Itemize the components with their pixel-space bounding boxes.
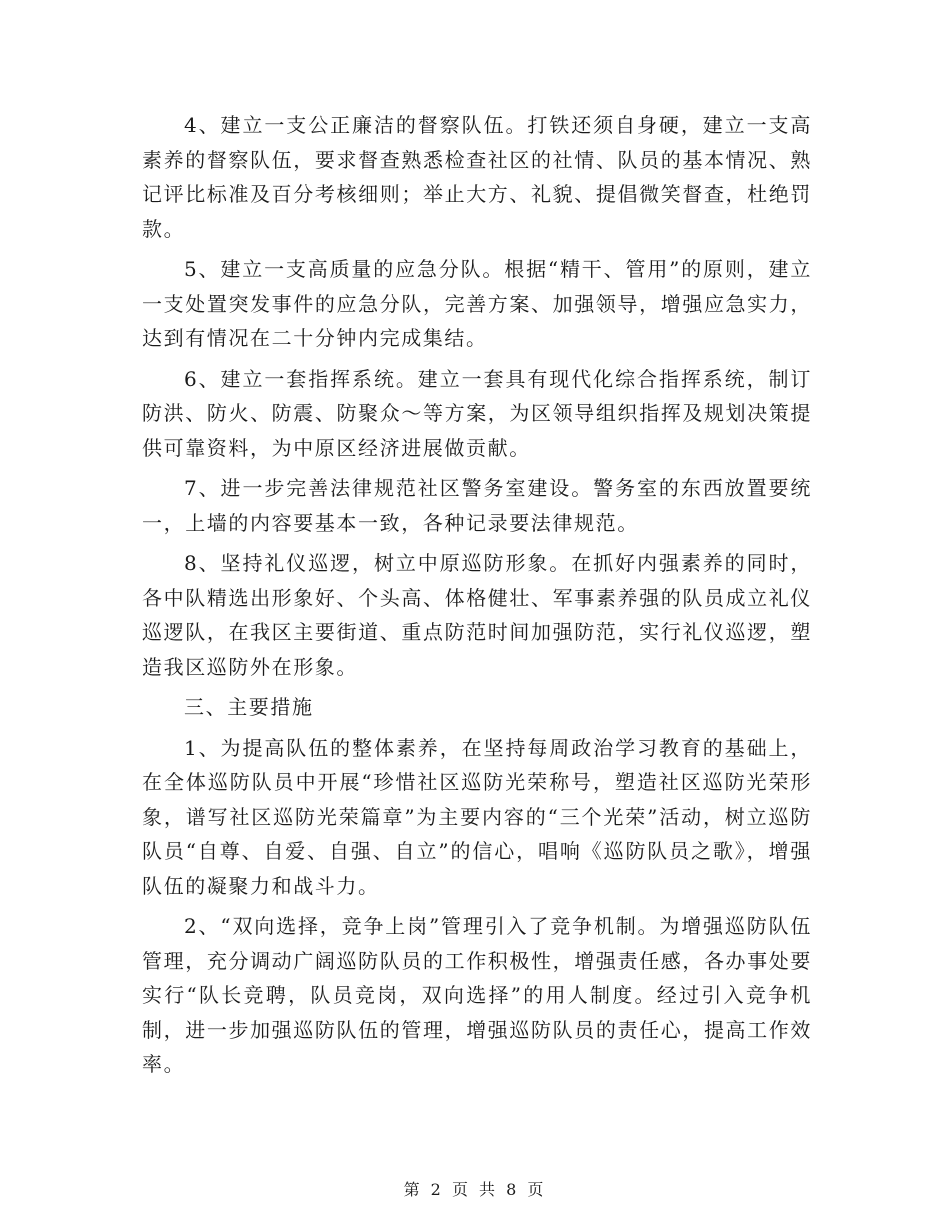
page-number-footer: 第 2 页 共 8 页 xyxy=(403,1180,547,1199)
paragraph-item-7: 7、进一步完善法律规范社区警务室建设。警务室的东西放置要统一，上墙的内容要基本一致，各种记录要法律规范。 xyxy=(142,476,812,535)
section-heading-main-measures: 三、主要措施 xyxy=(184,695,314,719)
paragraph-item-8: 8、坚持礼仪巡逻，树立中原巡防形象。在抓好内强素养的同时，各中队精选出形象好、个头高、体格健壮、军事素养强的队员成立礼仪巡逻队，在我区主要街道、重点防范时间加强防范，实行礼仪巡逻，塑造我区巡防外在形象。 xyxy=(142,551,812,679)
paragraph-item-6: 6、建立一套指挥系统。建立一套具有现代化综合指挥系统，制订防洪、防火、防震、防聚众～等方案，为区领导组织指挥及规划决策提供可靠资料，为中原区经济进展做贡献。 xyxy=(142,366,812,460)
paragraph-measure-1: 1、为提高队伍的整体素养，在坚持每周政治学习教育的基础上，在全体巡防队员中开展“珍惜社区巡防光荣称号，塑造社区巡防光荣形象，谱写社区巡防光荣篇章”为主要内容的“三个光荣”活动，树立巡防队员“自尊、自爱、自强、自立”的信心，唱响《巡防队员之歌》，增强队伍的凝聚力和战斗力。 xyxy=(142,735,812,898)
paragraph-item-4: 4、建立一支公正廉洁的督察队伍。打铁还须自身硬，建立一支高素养的督察队伍，要求督查熟悉检查社区的社情、队员的基本情况、熟记评比标准及百分考核细则；举止大方、礼貌、提倡微笑督查，杜绝罚款。 xyxy=(142,113,812,241)
paragraph-item-5: 5、建立一支高质量的应急分队。根据“精干、管用”的原则，建立一支处置突发事件的应急分队，完善方案、加强领导，增强应急实力，达到有情况在二十分钟内完成集结。 xyxy=(142,257,812,350)
paragraph-measure-2: 2、“双向选择，竞争上岗”管理引入了竞争机制。为增强巡防队伍管理，充分调动广阔巡防队员的工作积极性，增强责任感，各办事处要实行“队长竞聘，队员竞岗，双向选择”的用人制度。经过引入竞争机制，进一步加强巡防队伍的管理，增强巡防队员的责任心，提高工作效率。 xyxy=(142,914,812,1076)
document-page xyxy=(142,108,812,1088)
